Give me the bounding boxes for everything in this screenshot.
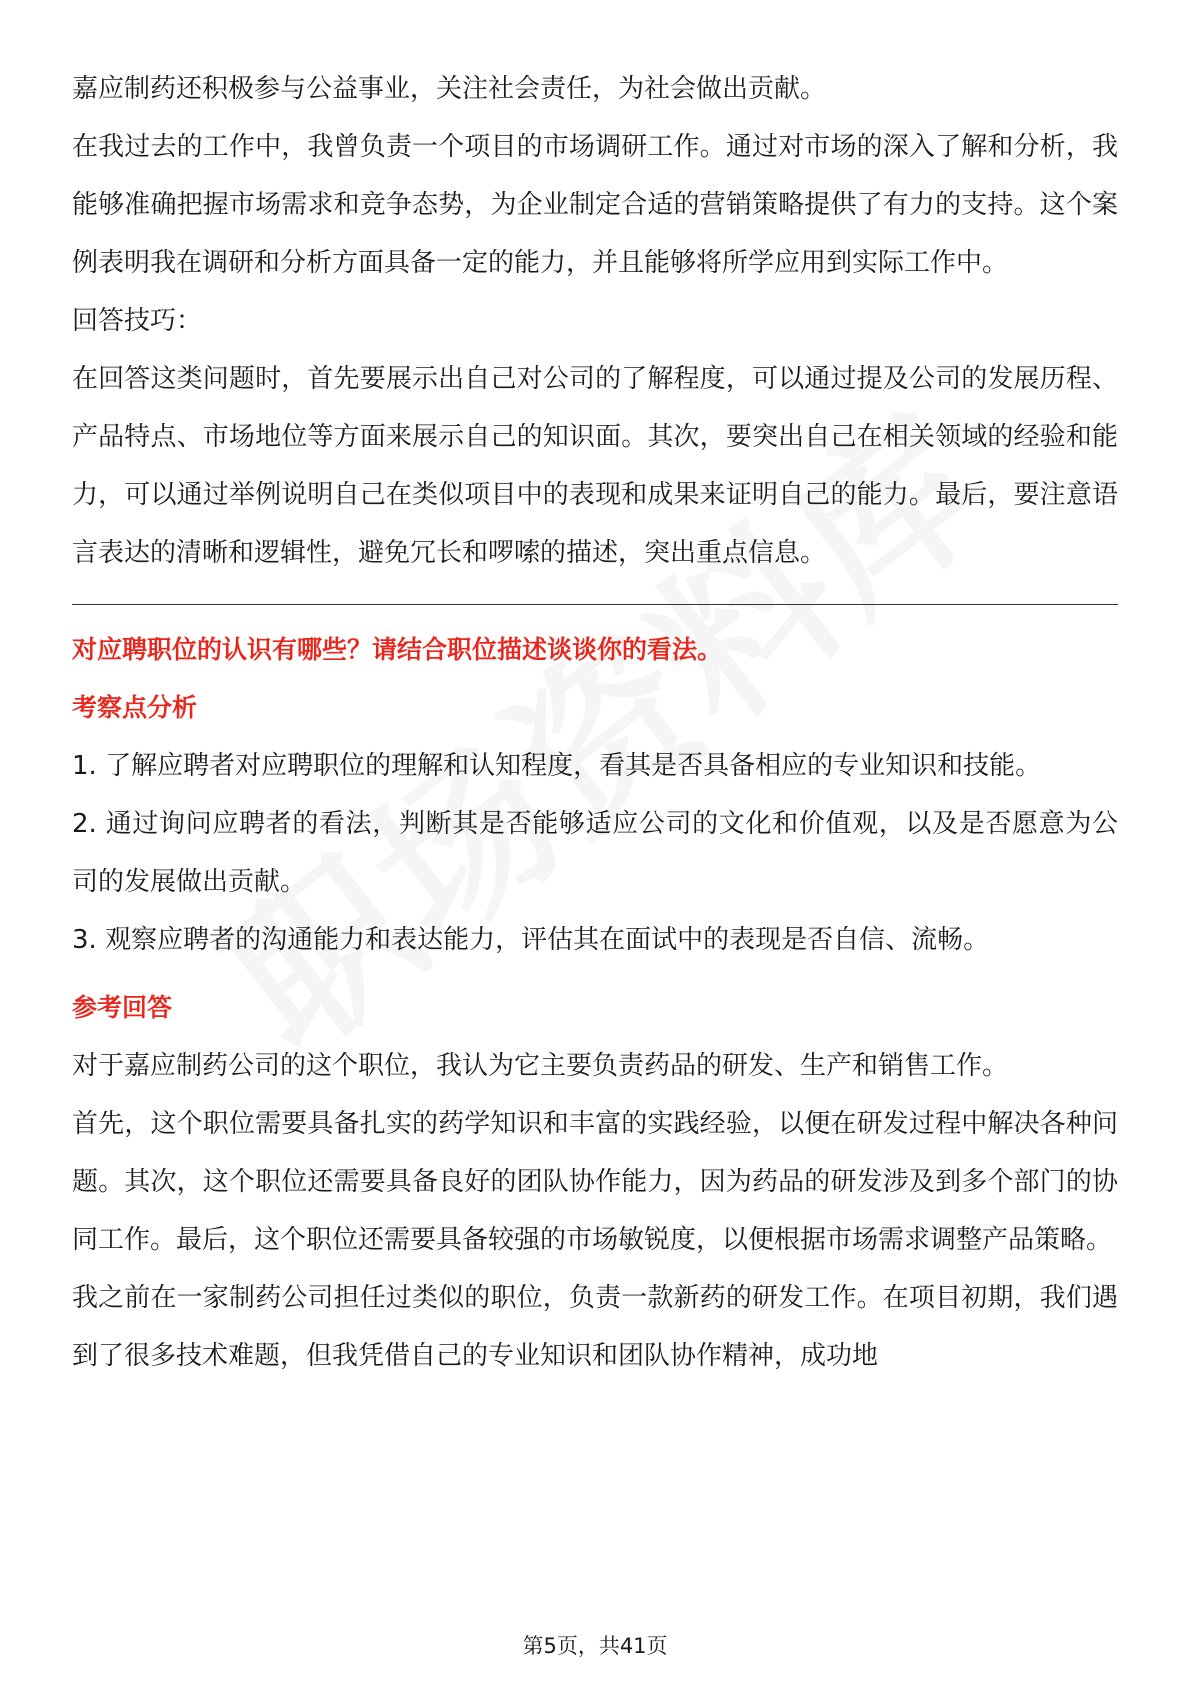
reference-paragraph: 我之前在一家制药公司担任过类似的职位，负责一款新药的研发工作。在项目初期，我们遇到了很多技术难题，但我凭借自己的专业知识和团队协作精神，成功地: [72, 1283, 1118, 1371]
analysis-item: 1. 了解应聘者对应聘职位的理解和认知程度，看其是否具备相应的专业知识和技能。: [72, 751, 1042, 781]
paragraph-answer-tips: 在回答这类问题时，首先要展示出自己对公司的了解程度，可以通过提及公司的发展历程、产品特点、市场地位等方面来展示自己的知识面。其次，要突出自己在相关领域的经验和能力，可以通过举例说明自己在类似项目中的表现和成果来证明自己的能力。最后，要注意语言表达的清晰和逻辑性，避免冗长和啰嗦的描述，突出重点信息。: [72, 364, 1118, 568]
reference-paragraph: 对于嘉应制药公司的这个职位，我认为它主要负责药品的研发、生产和销售工作。: [72, 1051, 1009, 1081]
analysis-heading: 考察点分析: [72, 693, 198, 722]
reference-heading: 参考回答: [72, 993, 173, 1022]
analysis-item: 2. 通过询问应聘者的看法，判断其是否能够适应公司的文化和价值观，以及是否愿意为公司的发展做出贡献。: [72, 809, 1118, 897]
paragraph-charity: 嘉应制药还积极参与公益事业，关注社会责任，为社会做出贡献。: [72, 74, 827, 104]
page-number: 第5页，共41页: [522, 1634, 668, 1658]
question-title: 对应聘职位的认识有哪些？请结合职位描述谈谈你的看法。: [72, 635, 723, 664]
document-body: [72, 60, 1118, 1385]
reference-paragraph: 首先，这个职位需要具备扎实的药学知识和丰富的实践经验，以便在研发过程中解决各种问题。其次，这个职位还需要具备良好的团队协作能力，因为药品的研发涉及到多个部门的协同工作。最后，这个职位还需要具备较强的市场敏锐度，以便根据市场需求调整产品策略。: [72, 1109, 1118, 1255]
answer-tips-label: 回答技巧：: [72, 306, 203, 336]
section-divider: [72, 604, 1118, 605]
paragraph-market-research: 在我过去的工作中，我曾负责一个项目的市场调研工作。通过对市场的深入了解和分析，我能够准确把握市场需求和竞争态势，为企业制定合适的营销策略提供了有力的支持。这个案例表明我在调研和分析方面具备一定的能力，并且能够将所学应用到实际工作中。: [72, 132, 1118, 278]
analysis-item: 3. 观察应聘者的沟通能力和表达能力，评估其在面试中的表现是否自信、流畅。: [72, 925, 990, 955]
